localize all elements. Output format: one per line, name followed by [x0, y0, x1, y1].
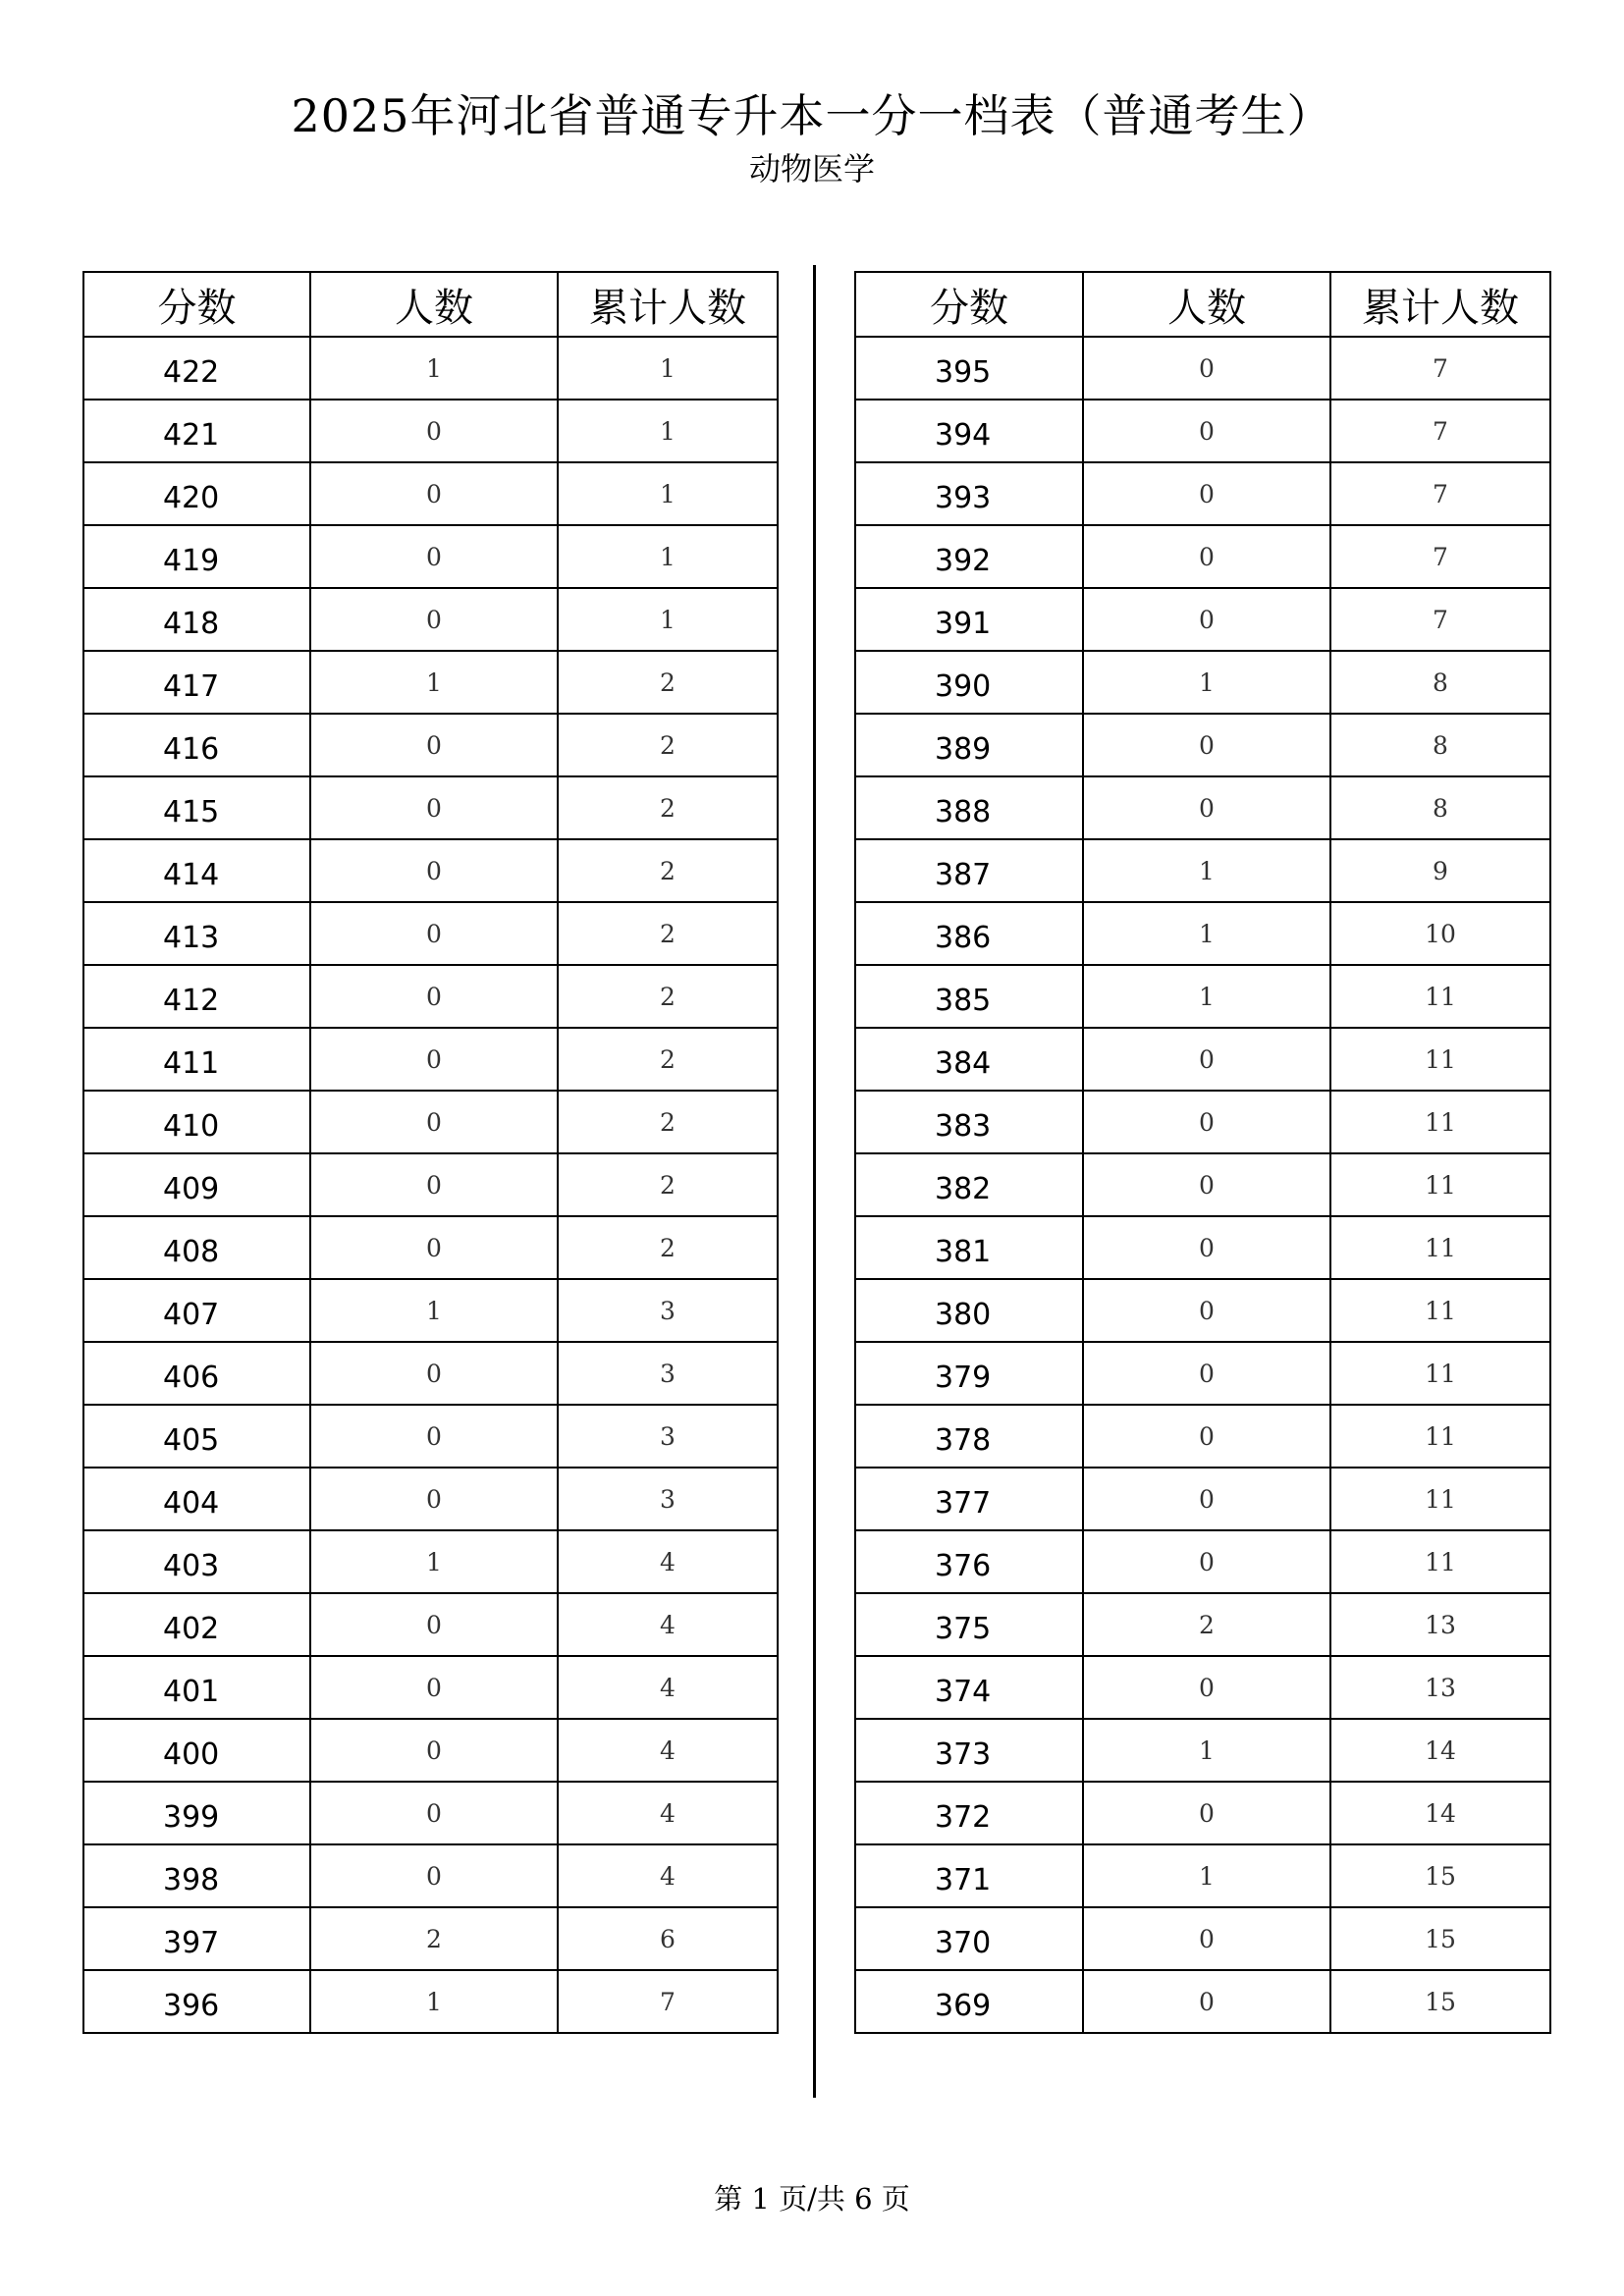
cumulative-cell: 2	[558, 1091, 778, 1153]
count-cell: 0	[1083, 1091, 1330, 1153]
table-row	[83, 462, 778, 525]
score-cell: 381	[855, 1216, 1083, 1279]
table-row	[83, 776, 778, 839]
count-cell: 0	[310, 965, 558, 1028]
cumulative-cell: 9	[1330, 839, 1550, 902]
cumulative-cell: 11	[1330, 1153, 1550, 1216]
table-row	[855, 1530, 1550, 1593]
score-cell: 405	[83, 1405, 310, 1468]
score-cell: 418	[83, 588, 310, 651]
count-cell: 0	[1083, 714, 1330, 776]
score-cell: 372	[855, 1782, 1083, 1844]
cumulative-cell: 7	[1330, 588, 1550, 651]
score-cell: 400	[83, 1719, 310, 1782]
cumulative-cell: 3	[558, 1405, 778, 1468]
cumulative-cell: 11	[1330, 1279, 1550, 1342]
cumulative-cell: 3	[558, 1279, 778, 1342]
column-header-cumulative: 累计人数	[1330, 272, 1550, 337]
count-cell: 0	[1083, 1782, 1330, 1844]
cumulative-cell: 4	[558, 1719, 778, 1782]
cumulative-cell: 2	[558, 839, 778, 902]
cumulative-cell: 1	[558, 462, 778, 525]
cumulative-cell: 2	[558, 651, 778, 714]
score-cell: 394	[855, 400, 1083, 462]
cumulative-cell: 1	[558, 588, 778, 651]
score-cell: 377	[855, 1468, 1083, 1530]
cumulative-cell: 2	[558, 1028, 778, 1091]
count-cell: 0	[1083, 1153, 1330, 1216]
score-cell: 384	[855, 1028, 1083, 1091]
table-row	[855, 1405, 1550, 1468]
cumulative-cell: 7	[1330, 462, 1550, 525]
cumulative-cell: 14	[1330, 1719, 1550, 1782]
count-cell: 0	[1083, 1342, 1330, 1405]
score-cell: 391	[855, 588, 1083, 651]
cumulative-cell: 2	[558, 714, 778, 776]
score-cell: 403	[83, 1530, 310, 1593]
table-row	[855, 651, 1550, 714]
score-cell: 375	[855, 1593, 1083, 1656]
cumulative-cell: 13	[1330, 1593, 1550, 1656]
score-cell: 393	[855, 462, 1083, 525]
score-cell: 404	[83, 1468, 310, 1530]
column-header-cumulative: 累计人数	[558, 272, 778, 337]
cumulative-cell: 15	[1330, 1970, 1550, 2033]
count-cell: 0	[310, 1153, 558, 1216]
score-cell: 407	[83, 1279, 310, 1342]
cumulative-cell: 3	[558, 1342, 778, 1405]
score-cell: 389	[855, 714, 1083, 776]
count-cell: 0	[1083, 1970, 1330, 2033]
table-row	[855, 1970, 1550, 2033]
table-row	[855, 462, 1550, 525]
score-cell: 386	[855, 902, 1083, 965]
cumulative-cell: 1	[558, 525, 778, 588]
count-cell: 1	[1083, 1844, 1330, 1907]
count-cell: 1	[1083, 965, 1330, 1028]
score-cell: 370	[855, 1907, 1083, 1970]
cumulative-cell: 2	[558, 1153, 778, 1216]
count-cell: 0	[310, 839, 558, 902]
table-row	[855, 776, 1550, 839]
table-row	[855, 588, 1550, 651]
cumulative-cell: 11	[1330, 1091, 1550, 1153]
table-row	[83, 1719, 778, 1782]
cumulative-cell: 15	[1330, 1907, 1550, 1970]
count-cell: 0	[1083, 1656, 1330, 1719]
table-row	[83, 1091, 778, 1153]
column-header-count: 人数	[310, 272, 558, 337]
score-cell: 408	[83, 1216, 310, 1279]
cumulative-cell: 11	[1330, 1468, 1550, 1530]
count-cell: 0	[310, 1028, 558, 1091]
count-cell: 1	[310, 337, 558, 400]
count-cell: 0	[1083, 588, 1330, 651]
table-row	[83, 1342, 778, 1405]
table-row	[83, 965, 778, 1028]
count-cell: 0	[310, 1405, 558, 1468]
table-row	[83, 400, 778, 462]
count-cell: 0	[1083, 1028, 1330, 1091]
table-header-row	[855, 272, 1550, 337]
score-cell: 417	[83, 651, 310, 714]
score-cell: 420	[83, 462, 310, 525]
cumulative-cell: 2	[558, 965, 778, 1028]
table-row	[855, 400, 1550, 462]
count-cell: 0	[1083, 1216, 1330, 1279]
cumulative-cell: 1	[558, 400, 778, 462]
table-row	[83, 525, 778, 588]
cumulative-cell: 2	[558, 776, 778, 839]
table-row	[83, 1593, 778, 1656]
table-row	[83, 1782, 778, 1844]
count-cell: 1	[1083, 1719, 1330, 1782]
table-row	[83, 1405, 778, 1468]
table-row	[83, 1970, 778, 2033]
cumulative-cell: 7	[558, 1970, 778, 2033]
count-cell: 0	[1083, 1907, 1330, 1970]
count-cell: 1	[310, 1970, 558, 2033]
cumulative-cell: 4	[558, 1593, 778, 1656]
count-cell: 1	[1083, 902, 1330, 965]
count-cell: 0	[310, 400, 558, 462]
count-cell: 2	[1083, 1593, 1330, 1656]
score-cell: 414	[83, 839, 310, 902]
count-cell: 0	[1083, 1405, 1330, 1468]
table-header-row	[83, 272, 778, 337]
cumulative-cell: 11	[1330, 1530, 1550, 1593]
table-row	[83, 337, 778, 400]
score-cell: 416	[83, 714, 310, 776]
score-cell: 422	[83, 337, 310, 400]
cumulative-cell: 11	[1330, 1028, 1550, 1091]
score-cell: 401	[83, 1656, 310, 1719]
count-cell: 0	[310, 1468, 558, 1530]
score-cell: 385	[855, 965, 1083, 1028]
column-header-score: 分数	[83, 272, 310, 337]
cumulative-cell: 2	[558, 902, 778, 965]
score-cell: 388	[855, 776, 1083, 839]
count-cell: 0	[310, 1782, 558, 1844]
score-cell: 395	[855, 337, 1083, 400]
score-cell: 396	[83, 1970, 310, 2033]
count-cell: 0	[310, 1719, 558, 1782]
score-cell: 421	[83, 400, 310, 462]
count-cell: 0	[310, 776, 558, 839]
column-divider	[813, 265, 816, 2098]
table-row	[83, 902, 778, 965]
count-cell: 1	[1083, 839, 1330, 902]
count-cell: 0	[310, 1593, 558, 1656]
count-cell: 0	[310, 462, 558, 525]
cumulative-cell: 3	[558, 1468, 778, 1530]
table-row	[855, 1719, 1550, 1782]
count-cell: 0	[1083, 525, 1330, 588]
table-row	[855, 1593, 1550, 1656]
cumulative-cell: 15	[1330, 1844, 1550, 1907]
count-cell: 0	[1083, 1279, 1330, 1342]
count-cell: 0	[310, 902, 558, 965]
cumulative-cell: 14	[1330, 1782, 1550, 1844]
cumulative-cell: 4	[558, 1656, 778, 1719]
cumulative-cell: 8	[1330, 651, 1550, 714]
score-table-right	[854, 271, 1551, 2034]
cumulative-cell: 11	[1330, 1405, 1550, 1468]
table-row	[855, 1028, 1550, 1091]
score-cell: 410	[83, 1091, 310, 1153]
table-row	[855, 1279, 1550, 1342]
cumulative-cell: 2	[558, 1216, 778, 1279]
table-row	[83, 1028, 778, 1091]
table-row	[83, 651, 778, 714]
score-cell: 373	[855, 1719, 1083, 1782]
table-row	[83, 1656, 778, 1719]
table-row	[855, 1468, 1550, 1530]
count-cell: 1	[1083, 651, 1330, 714]
cumulative-cell: 4	[558, 1530, 778, 1593]
table-row	[83, 714, 778, 776]
count-cell: 1	[310, 1530, 558, 1593]
table-row	[83, 588, 778, 651]
score-cell: 380	[855, 1279, 1083, 1342]
cumulative-cell: 1	[558, 337, 778, 400]
count-cell: 0	[1083, 462, 1330, 525]
cumulative-cell: 11	[1330, 1216, 1550, 1279]
score-cell: 392	[855, 525, 1083, 588]
score-cell: 390	[855, 651, 1083, 714]
cumulative-cell: 7	[1330, 525, 1550, 588]
score-cell: 379	[855, 1342, 1083, 1405]
cumulative-cell: 11	[1330, 1342, 1550, 1405]
cumulative-cell: 4	[558, 1782, 778, 1844]
column-header-score: 分数	[855, 272, 1083, 337]
score-cell: 371	[855, 1844, 1083, 1907]
count-cell: 0	[1083, 776, 1330, 839]
score-cell: 398	[83, 1844, 310, 1907]
count-cell: 0	[310, 1091, 558, 1153]
count-cell: 0	[310, 525, 558, 588]
table-row	[855, 1907, 1550, 1970]
table-row	[83, 1468, 778, 1530]
table-row	[855, 1342, 1550, 1405]
count-cell: 0	[1083, 1530, 1330, 1593]
score-cell: 406	[83, 1342, 310, 1405]
score-table-left	[82, 271, 779, 2034]
score-cell: 383	[855, 1091, 1083, 1153]
score-cell: 387	[855, 839, 1083, 902]
count-cell: 0	[310, 1342, 558, 1405]
cumulative-cell: 8	[1330, 776, 1550, 839]
table-row	[83, 1153, 778, 1216]
count-cell: 0	[310, 1216, 558, 1279]
score-cell: 411	[83, 1028, 310, 1091]
cumulative-cell: 8	[1330, 714, 1550, 776]
count-cell: 2	[310, 1907, 558, 1970]
cumulative-cell: 6	[558, 1907, 778, 1970]
page-subtitle: 动物医学	[748, 150, 875, 187]
count-cell: 1	[310, 651, 558, 714]
table-row	[83, 1530, 778, 1593]
cumulative-cell: 4	[558, 1844, 778, 1907]
count-cell: 0	[1083, 337, 1330, 400]
cumulative-cell: 7	[1330, 400, 1550, 462]
table-row	[855, 839, 1550, 902]
cumulative-cell: 11	[1330, 965, 1550, 1028]
count-cell: 0	[310, 1656, 558, 1719]
count-cell: 0	[310, 1844, 558, 1907]
table-row	[83, 839, 778, 902]
score-cell: 374	[855, 1656, 1083, 1719]
table-row	[83, 1907, 778, 1970]
score-cell: 369	[855, 1970, 1083, 2033]
cumulative-cell: 10	[1330, 902, 1550, 965]
column-header-count: 人数	[1083, 272, 1330, 337]
table-row	[855, 902, 1550, 965]
table-row	[855, 337, 1550, 400]
score-cell: 376	[855, 1530, 1083, 1593]
score-cell: 413	[83, 902, 310, 965]
table-row	[855, 965, 1550, 1028]
count-cell: 0	[1083, 400, 1330, 462]
score-cell: 402	[83, 1593, 310, 1656]
table-row	[855, 1656, 1550, 1719]
score-cell: 415	[83, 776, 310, 839]
table-row	[855, 1844, 1550, 1907]
score-cell: 378	[855, 1405, 1083, 1468]
table-row	[83, 1216, 778, 1279]
count-cell: 0	[310, 714, 558, 776]
count-cell: 0	[1083, 1468, 1330, 1530]
table-row	[83, 1844, 778, 1907]
score-cell: 419	[83, 525, 310, 588]
cumulative-cell: 7	[1330, 337, 1550, 400]
table-row	[855, 525, 1550, 588]
score-cell: 399	[83, 1782, 310, 1844]
score-cell: 409	[83, 1153, 310, 1216]
table-row	[855, 714, 1550, 776]
cumulative-cell: 13	[1330, 1656, 1550, 1719]
page-title: 2025年河北省普通专升本一分一档表（普通考生）	[291, 89, 1333, 142]
score-cell: 382	[855, 1153, 1083, 1216]
page-footer: 第 1 页/共 6 页	[714, 2182, 910, 2216]
table-row	[855, 1091, 1550, 1153]
table-row	[855, 1782, 1550, 1844]
table-row	[83, 1279, 778, 1342]
table-row	[855, 1153, 1550, 1216]
table-row	[855, 1216, 1550, 1279]
score-cell: 397	[83, 1907, 310, 1970]
count-cell: 0	[310, 588, 558, 651]
count-cell: 1	[310, 1279, 558, 1342]
score-cell: 412	[83, 965, 310, 1028]
